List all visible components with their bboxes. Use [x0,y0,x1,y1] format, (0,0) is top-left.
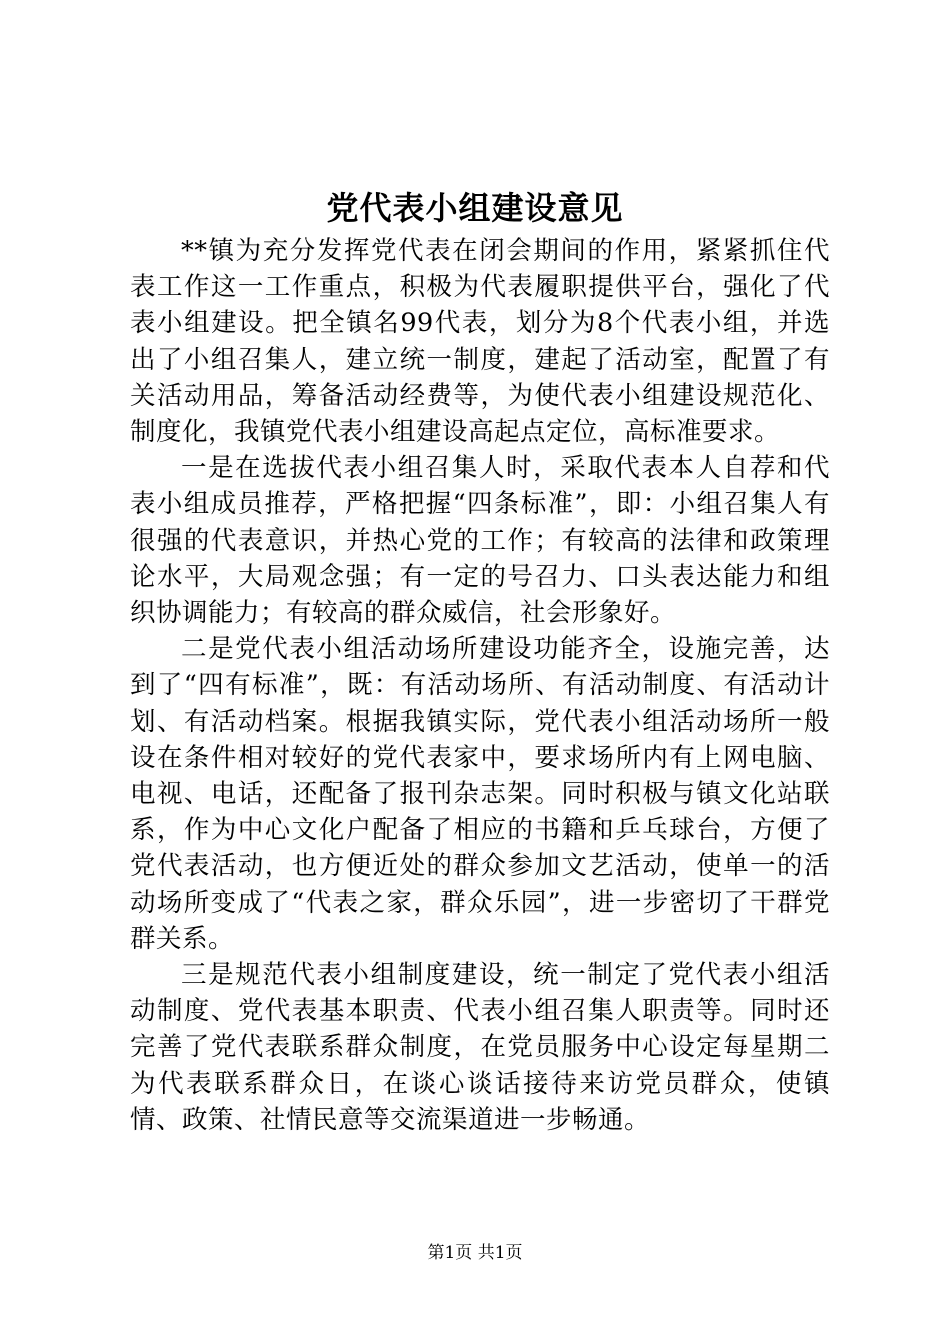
paragraph-intro: **镇为充分发挥党代表在闭会期间的作用，紧紧抓住代表工作这一工作重点，积极为代表履职提供平台，强化了代表小组建设。把全镇名99代表，划分为8个代表小组，并选出了小组召集人，建立统一制度，建起了活动室，配置了有关活动用品，筹备活动经费等，为使代表小组建设规范化、制度化，我镇党代表小组建设高起点定位，高标准要求。 [130,236,830,448]
document-body [130,233,830,1138]
paragraph-third-point: 三是规范代表小组制度建设，统一制定了党代表小组活动制度、党代表基本职责、代表小组召集人职责等。同时还完善了党代表联系群众制度，在党员服务中心设定每星期二为代表联系群众日，在谈心谈话接待来访党员群众，使镇情、政策、社情民意等交流渠道进一步畅通。 [130,960,830,1135]
paragraph-second-point: 二是党代表小组活动场所建设功能齐全，设施完善，达到了“四有标准”，既：有活动场所、有活动制度、有活动计划、有活动档案。根据我镇实际，党代表小组活动场所一般设在条件相对较好的党代表家中，要求场所内有上网电脑、电视、电话，还配备了报刊杂志架。同时积极与镇文化站联系，作为中心文化户配备了相应的书籍和乒乓球台，方便了党代表活动，也方便近处的群众参加文艺活动，使单一的活动场所变成了“代表之家，群众乐园”，进一步密切了干群党群关系。 [130,634,830,954]
document-title: 党代表小组建设意见 [326,189,624,227]
paragraph-first-point: 一是在选拔代表小组召集人时，采取代表本人自荐和代表小组成员推荐，严格把握“四条标准”，即：小组召集人有很强的代表意识，并热心党的工作；有较高的法律和政策理论水平，大局观念强；有一定的号召力、口头表达能力和组织协调能力；有较高的群众威信，社会形象好。 [130,453,830,629]
page-number-footer: 第1页 共1页 [427,1243,523,1263]
